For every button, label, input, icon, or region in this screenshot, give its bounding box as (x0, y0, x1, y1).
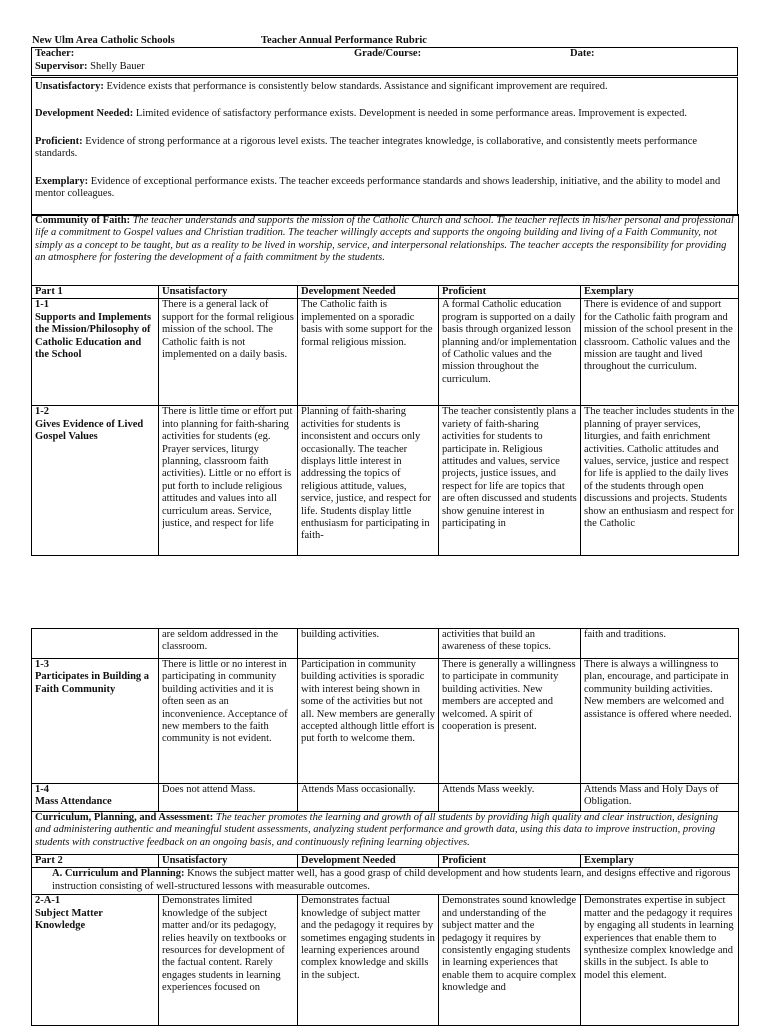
rubric-cell (581, 406, 739, 556)
rubric-cell (581, 299, 739, 406)
criterion-title: Gives Evidence of Lived Gospel Values (35, 418, 144, 443)
rubric-cell (439, 629, 581, 659)
level-unsatisfactory (35, 81, 734, 93)
part2-description: The teacher promotes the learning and growth of all students by providing high quality and clear instruction, designing and administering authentic and meaningful student assessments, analyzing student performance and growth data, using this data to improve instruction, proving students with constructive feedback on an ongoing basis, and continuously refining learning objectives. (35, 812, 719, 848)
levels-cell (32, 78, 738, 216)
rubric-cell (298, 629, 439, 659)
rubric-text: Attends Mass occasionally. (301, 784, 416, 795)
rubric-text: There is a general lack of support for the formal religious mission of the school. The Catholic faith is not implemented on a daily basis. (162, 299, 294, 361)
rubric-cell (581, 629, 739, 659)
info-cell (32, 48, 738, 76)
rubric-cell (159, 895, 298, 1026)
level-exemplary (35, 176, 734, 201)
section-label: A. (52, 868, 63, 880)
criterion-id: 2-A-1 (35, 895, 61, 907)
criterion-id: 1-1 (35, 299, 49, 311)
table-row (32, 895, 739, 1026)
col-header: Part 2 (32, 855, 159, 868)
rubric-cell (159, 659, 298, 784)
levels-block (31, 77, 738, 216)
level-text: Evidence exists that performance is consistently below standards. Assistance and significant improvement are required. (106, 81, 608, 92)
grade-label: Grade/Course: (354, 48, 422, 59)
rubric-cell (439, 784, 581, 812)
col-header: Exemplary (581, 286, 739, 299)
rubric-cell (298, 659, 439, 784)
level-term: Unsatisfactory: (35, 81, 104, 92)
level-term: Proficient: (35, 135, 83, 147)
rubric-cell (439, 406, 581, 556)
rubric-text: Attends Mass and Holy Days of Obligation. (584, 784, 719, 808)
rubric-cell (159, 299, 298, 406)
level-text: Evidence of exceptional performance exists. The teacher exceeds performance standards and shows leadership, initiative, and the ability to model and mentor colleagues. (35, 175, 721, 200)
document-header (32, 35, 427, 47)
section-a (32, 868, 739, 895)
rubric-cell (439, 299, 581, 406)
part1-table (31, 214, 739, 556)
criterion-id: 1-3 (35, 659, 49, 670)
rubric-text: activities that build an awareness of these topics. (442, 629, 552, 653)
teacher-label: Teacher: (35, 48, 75, 59)
rubric-text: faith and traditions. (584, 629, 666, 640)
rubric-cell (439, 895, 581, 1026)
col-header: Proficient (439, 286, 581, 299)
rubric-cell (439, 659, 581, 784)
level-development (35, 108, 734, 120)
part1-intro (32, 215, 739, 286)
rubric-cell (298, 299, 439, 406)
rubric-cell (298, 895, 439, 1026)
rubric-text: Attends Mass weekly. (442, 784, 535, 795)
rubric-text: Demonstrates limited knowledge of the subject matter and/or its pedagogy, relies heavily on textbooks or resources for development of the factual content. Rarely engages students in learning experiences focused on (162, 895, 287, 994)
org-name: New Ulm Area Catholic Schools (32, 35, 175, 46)
document-title: Teacher Annual Performance Rubric (261, 35, 427, 46)
date-label: Date: (570, 48, 595, 59)
rubric-cell (159, 629, 298, 659)
rubric-cell (298, 406, 439, 556)
criterion-id: 1-4 (35, 784, 49, 795)
rubric-text: There is evidence of and support for the Catholic faith program and mission of the school present in the classroom. Catholic values and the mission are taught and lived throughout the curriculum. (584, 299, 733, 373)
col-header: Development Needed (298, 286, 439, 299)
criterion-cell (32, 299, 159, 406)
rubric-cell (581, 895, 739, 1026)
supervisor-label: Supervisor: (35, 61, 88, 72)
criterion-title: Mass Attendance (35, 796, 112, 808)
rubric-cell (159, 406, 298, 556)
rubric-text: There is always a willingness to plan, encourage, and participate in community building activities. New members are welcomed and assistance is offered where needed. (584, 659, 732, 720)
table-row (32, 659, 739, 784)
rubric-text: Planning of faith-sharing activities for students is inconsistent and occurs only occasionally. The teacher displays little interest in addressing the topics of religious attitude, values, service, justice, and respect for life. Students display little enthusiasm for participating in faith- (301, 406, 432, 542)
rubric-text: Demonstrates expertise in subject matter and the pedagogy it requires by engaging all students in learning experiences that enable them to synthesize complex knowledge and skills in the subject. Is able to model this element. (584, 895, 734, 981)
rubric-text: The Catholic faith is implemented on a sporadic basis with some support for the formal religious mission. (301, 299, 433, 348)
rubric-text: There is generally a willingness to participate in community building activities. New members are accepted and welcomed. A spirit of cooperation is present. (442, 659, 576, 733)
criterion-cell (32, 784, 159, 812)
rubric-text: building activities. (301, 629, 380, 640)
section-heading: Curriculum and Planning: (64, 868, 185, 880)
rubric-text: The teacher consistently plans a variety of faith-sharing activities for students to participate in. Religious attitudes and values, service projects, justice issues, and respect for life are topics that are often discussed and students show genuine interest in participating in (442, 406, 577, 530)
level-text: Evidence of strong performance at a rigorous level exists. The teacher integrates knowledge, is collaborative, and consistently meets performance standards. (35, 135, 698, 160)
rubric-text: There is little or no interest in participating in community building activities and it is often seen as an inconvenience. Acceptance of new members to the faith community is not evident. (162, 659, 288, 745)
table-row (32, 784, 739, 812)
rubric-text: Demonstrates factual knowledge of subject matter and the pedagogy it requires by sometimes engaging students in learning experiences around complex knowledge and skills in the subject. (301, 895, 435, 981)
part2-column-headers (32, 855, 739, 868)
level-term: Exemplary: (35, 175, 89, 187)
rubric-cell (298, 784, 439, 812)
table-row (32, 629, 739, 659)
level-term: Development Needed: (35, 108, 134, 120)
part1-block (31, 214, 738, 556)
table-row (32, 406, 739, 556)
criterion-title: Supports and Implements the Mission/Philosophy of Catholic Education and the School (35, 311, 152, 361)
rubric-text: Does not attend Mass. (162, 784, 256, 795)
col-header: Unsatisfactory (159, 286, 298, 299)
part2-intro (32, 812, 739, 855)
rubric-text: There is little time or effort put into planning for faith-sharing activities for students (eg. Prayer services, liturgy planning, classroom faith activities). Little or no effort is put forth to include religious attitudes and values into all curriculum areas. Service, justice, and respect for life (162, 406, 293, 530)
rubric-text: are seldom addressed in the classroom. (162, 629, 279, 653)
table-row (32, 299, 739, 406)
criterion-id: 1-2 (35, 406, 49, 418)
part1-heading: Community of Faith: (35, 215, 131, 226)
col-header: Exemplary (581, 855, 739, 868)
section-text: Knows the subject matter well, has a good grasp of child development and how students learn, and designs effective and rigorous instruction consisting of well-structured lessons with measurable outcomes. (52, 868, 731, 892)
part1-description: The teacher understands and supports the mission of the Catholic Church and school. The teacher reflects in his/her personal and professional life a commitment to Gospel values and Christian tradition. The teacher willingly accepts and supports the ongoing building and living of a Faith Community, not simply as a concept to be taught, but as a reality to be lived in worship, service, and interpersonal relationships. The teacher accepts the responsibility for providing an atmosphere for fostering the development of a faith commitment by the students. (35, 215, 734, 264)
col-header: Development Needed (298, 855, 439, 868)
rubric-cell (159, 784, 298, 812)
part1-column-headers (32, 286, 739, 299)
criterion-cell (32, 895, 159, 1026)
rubric-text: Demonstrates sound knowledge and understanding of the subject matter and the pedagogy it requires by consistently engaging students in learning experiences that enable them to acquire complex knowledge and (442, 895, 577, 994)
level-text: Limited evidence of satisfactory performance exists. Development is needed in some performance areas. Improvement is expected. (135, 108, 687, 120)
col-header: Part 1 (32, 286, 159, 299)
col-header: Proficient (439, 855, 581, 868)
level-proficient (35, 136, 734, 161)
criterion-cell (32, 629, 159, 659)
rubric-text: Participation in community building activities is sporadic with interest being shown in some of the activities but not all. New members are generally accepted although little effort is put forth to welcome them. (301, 659, 435, 745)
criterion-title: Participates in Building a Faith Community (35, 671, 150, 695)
part2-heading: Curriculum, Planning, and Assessment: (35, 812, 214, 823)
criterion-cell (32, 406, 159, 556)
col-header: Unsatisfactory (159, 855, 298, 868)
criterion-title: Subject Matter Knowledge (35, 907, 103, 932)
rubric-cell (581, 784, 739, 812)
part2-block (31, 628, 738, 1026)
rubric-text: A formal Catholic education program is supported on a daily basis through organized lesson planning and/or implementation of Catholic values and the mission throughout the curriculum. (442, 299, 577, 385)
continuation-table (31, 628, 739, 1026)
supervisor-name: Shelly Bauer (90, 61, 145, 72)
info-block (31, 47, 738, 76)
criterion-cell (32, 659, 159, 784)
rubric-text: The teacher includes students in the planning of prayer services, liturgies, and faith enrichment activities. Catholic attitudes and values, service, justice and respect for life is applied to the daily lives of the students through open discussions and projects. Students show an enthusiasm and respect for the Catholic (584, 406, 735, 530)
rubric-cell (581, 659, 739, 784)
